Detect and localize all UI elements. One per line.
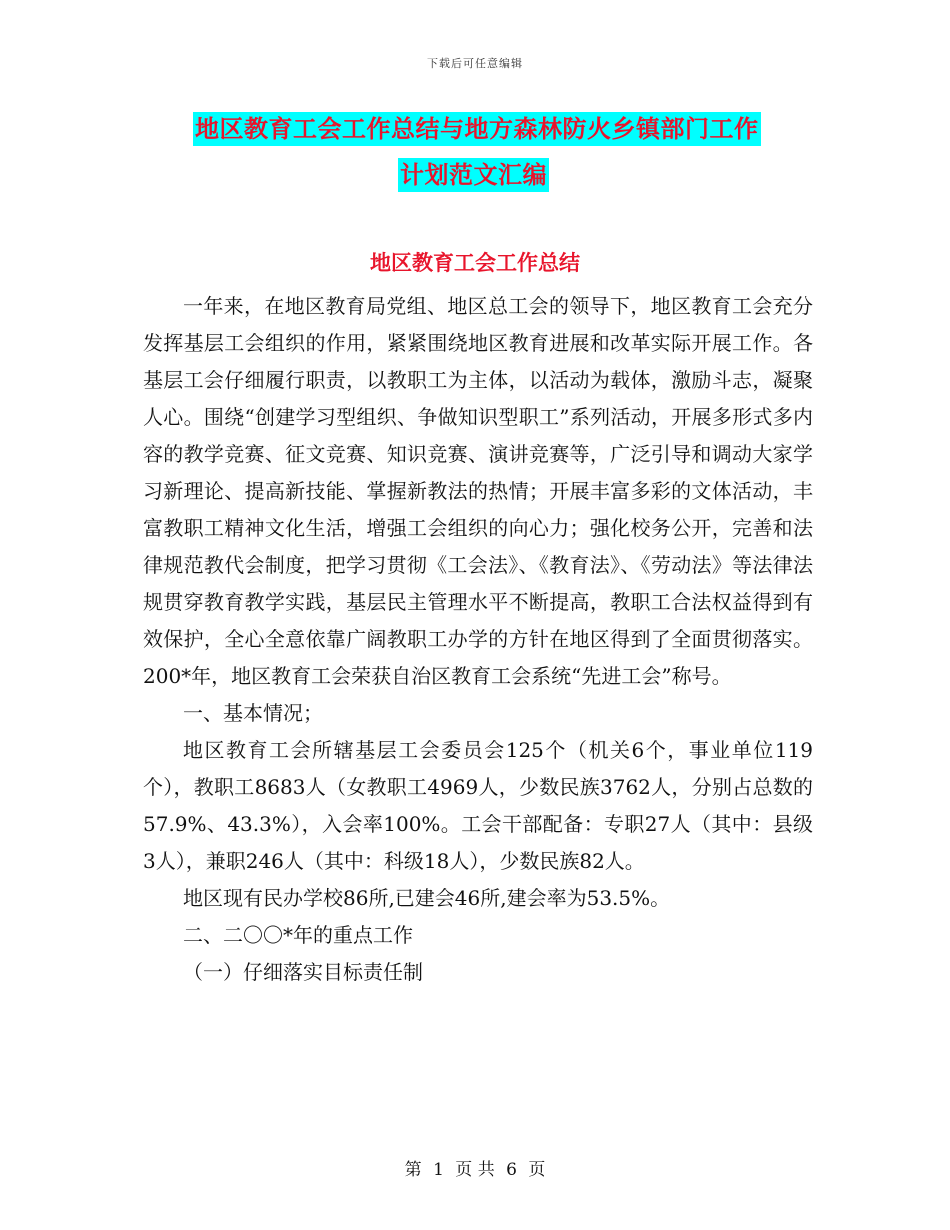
paragraph-statistics: 地区教育工会所辖基层工会委员会125个（机关6个，事业单位119个），教职工8683人（女教职工4969人，少数民族3762人，分别占总数的57.9%、43.3%），入会率100%。工会干部配备：专职27人（其中：县级3人），兼职246人（其中：科级18人），少数民族82人。 [143, 738, 813, 873]
subheading-basic-situation: 一、基本情况； [183, 701, 323, 725]
footer-prefix: 第 [404, 1160, 422, 1180]
footer-total-pages: 6 [506, 1160, 517, 1180]
document-title-line-2: 计划范文汇编 [398, 158, 549, 192]
subheading-target-responsibility: （一）仔细落实目标责任制 [183, 960, 423, 984]
footer-suffix: 页 [528, 1160, 546, 1180]
header-note: 下载后可任意编辑 [427, 57, 523, 70]
paragraph-intro: 一年来，在地区教育局党组、地区总工会的领导下，地区教育工会充分发挥基层工会组织的作用，紧紧围绕地区教育进展和改革实际开展工作。各基层工会仔细履行职责，以教职工为主体，以活动为载体，激励斗志，凝聚人心。围绕“创建学习型组织、争做知识型职工”系列活动，开展多形式多内容的教学竞赛、征文竞赛、知识竞赛、演讲竞赛等，广泛引导和调动大家学习新理论、提高新技能、掌握新教法的热情；开展丰富多彩的文体活动，丰富教职工精神文化生活，增强工会组织的向心力；强化校务公开，完善和法律规范教代会制度，把学习贯彻《工会法》、《教育法》、《劳动法》等法律法规贯穿教育教学实践，基层民主管理水平不断提高，教职工合法权益得到有效保护，全心全意依靠广阔教职工办学的方针在地区得到了全面贯彻落实。200*年，地区教育工会荣获自治区教育工会系统“先进工会”称号。 [143, 294, 813, 688]
section-heading: 地区教育工会工作总结 [370, 251, 580, 275]
document-body [143, 288, 813, 991]
page-footer [0, 1155, 950, 1180]
footer-current-page: 1 [433, 1160, 444, 1180]
paragraph-private-schools: 地区现有民办学校86所,已建会46所,建会率为53.5%。 [183, 886, 671, 910]
footer-middle: 页 共 [455, 1160, 495, 1180]
subheading-key-work: 二、二〇〇*年的重点工作 [183, 923, 413, 947]
document-title-line-1: 地区教育工会工作总结与地方森林防火乡镇部门工作 [193, 112, 761, 146]
